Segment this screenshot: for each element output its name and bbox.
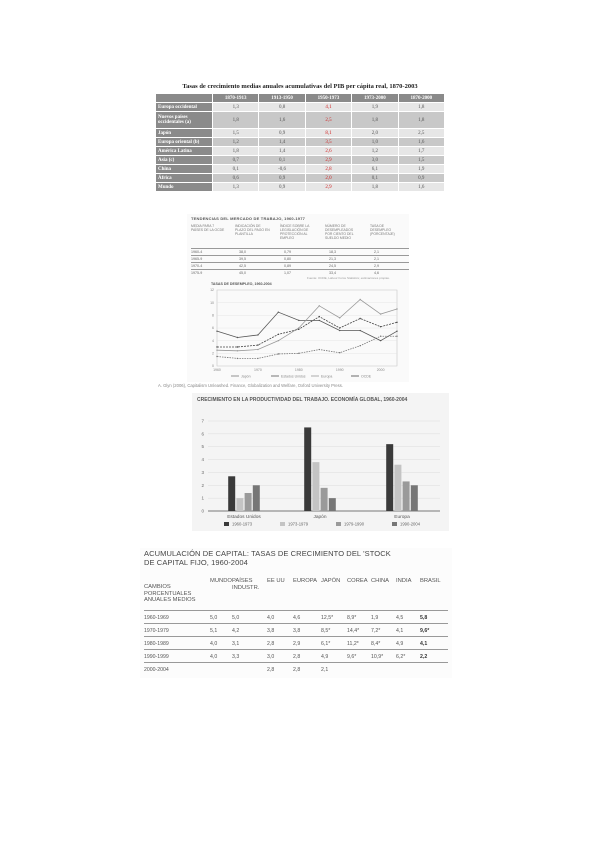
bar-japón-1990-2004 — [329, 498, 336, 511]
data-point — [319, 316, 320, 317]
gdp-region-label: África — [156, 174, 213, 183]
x-tick-label: 2000 — [376, 368, 385, 372]
data-point — [237, 350, 238, 351]
labour-value: 39,5 — [239, 257, 246, 261]
data-point — [257, 349, 258, 350]
capital-table-row — [144, 649, 448, 663]
capital-value: 2,8 — [267, 667, 275, 673]
y-tick-label: 4 — [212, 338, 214, 343]
productivity-chart-title: CRECIMIENTO EN LA PRODUCTIVIDAD DEL TRABAJO. ECONOMÍA GLOBAL, 1960-2004 — [197, 397, 408, 403]
capital-value: 2,2 — [420, 654, 428, 660]
y-tick-label: 6 — [212, 326, 214, 331]
labour-value: 45,0 — [239, 271, 246, 275]
capital-table-row — [144, 636, 448, 650]
data-point — [359, 299, 360, 300]
capital-value: 3,3 — [232, 654, 240, 660]
gdp-value-cell: 1,9 — [398, 165, 444, 174]
series-line-japón — [217, 336, 397, 358]
data-point — [278, 311, 279, 312]
legend-label: 1979-1990 — [344, 521, 365, 527]
capital-value: 11,2* — [347, 641, 359, 647]
gdp-value-cell: 4,1 — [305, 103, 351, 112]
legend-label: Japón — [241, 374, 251, 379]
data-point — [298, 320, 299, 321]
capital-value: 6,1* — [321, 641, 331, 647]
gdp-col-header: 1913-1950 — [259, 94, 305, 103]
labour-value: 38,0 — [239, 250, 246, 254]
legend-swatch — [336, 522, 341, 526]
labour-col-header: NÚMERO DE DESEMPLEADOS POR CIENTO DEL SUELDO MEDIO — [325, 224, 354, 240]
bar-japón-1979-1990 — [321, 488, 328, 511]
gdp-value-cell: 0,1 — [213, 165, 259, 174]
capital-value: 14,4* — [347, 628, 360, 634]
gdp-table-row — [156, 156, 445, 165]
labour-col-header: ÍNDICE SOBRE LA LEGISLACIÓN DE PROTECCIÓN AL EMPLEO — [280, 224, 310, 240]
capital-period: 1970-1979 — [144, 628, 169, 634]
series-line-estados-unidos — [217, 312, 397, 341]
y-tick-label: 5 — [201, 444, 204, 450]
gdp-value-cell: 3,0 — [352, 156, 398, 165]
capital-col-header: INDIA — [396, 578, 412, 584]
unemployment-chart-title: TASAS DE DESEMPLEO, 1960-2004 — [211, 282, 272, 286]
capital-table-row — [144, 662, 448, 676]
capital-period: 1990-1999 — [144, 654, 169, 660]
y-tick-label: 4 — [201, 457, 204, 463]
capital-value: 10,9* — [371, 654, 384, 660]
data-point — [380, 340, 381, 341]
gdp-value-cell: 2,9 — [305, 183, 351, 192]
data-point — [216, 346, 217, 347]
capital-value: 9,6* — [347, 654, 357, 660]
capital-value: 12,5* — [321, 615, 334, 621]
capital-value: 4,9 — [321, 654, 329, 660]
legend-label: Europa — [321, 374, 333, 379]
labour-col-header: TASA DE DESEMPLEO (PORCENTAJE) — [370, 224, 395, 236]
gdp-value-cell: 2,5 — [398, 129, 444, 138]
legend-swatch — [280, 522, 285, 526]
data-point — [216, 330, 217, 331]
capital-period: 1960-1969 — [144, 615, 169, 621]
bar-europa-1960-1973 — [386, 444, 393, 511]
capital-col-header: PAÍSES INDUSTR. — [232, 578, 260, 591]
gdp-value-cell: 0,1 — [259, 156, 305, 165]
labour-value: 0,79 — [284, 250, 291, 254]
gdp-value-cell: 2,5 — [305, 112, 351, 129]
gdp-col-header — [156, 94, 213, 103]
labour-table-title: TENDENCIAS DEL MERCADO DE TRABAJO, 1960-1977 — [191, 216, 306, 221]
data-point — [396, 308, 397, 309]
gdp-region-label: Europa occidental — [156, 103, 213, 112]
gdp-value-cell: 1,2 — [352, 147, 398, 156]
data-point — [237, 346, 238, 347]
gdp-region-label: Mundo — [156, 183, 213, 192]
data-point — [257, 344, 258, 345]
gdp-value-cell: 1,6 — [398, 138, 444, 147]
data-point — [216, 349, 217, 350]
legend-swatch — [224, 522, 229, 526]
gdp-table-row — [156, 129, 445, 138]
y-tick-label: 10 — [210, 300, 214, 305]
capital-value: 4,0 — [267, 615, 275, 621]
labour-value: 33,4 — [329, 271, 336, 275]
gdp-value-cell: 1,6 — [398, 183, 444, 192]
data-point — [237, 358, 238, 359]
series-line-ocde — [217, 317, 397, 347]
legend-label: 1973-1979 — [288, 521, 309, 527]
category-label: Estados Unidos — [227, 515, 261, 520]
data-point — [380, 336, 381, 337]
productivity-chart-block — [192, 393, 449, 531]
gdp-value-cell: 1,6 — [259, 112, 305, 129]
gdp-value-cell: 1,7 — [398, 147, 444, 156]
gdp-value-cell: 2,9 — [305, 156, 351, 165]
data-point — [237, 337, 238, 338]
capital-col-header: EE UU — [267, 578, 285, 584]
labour-value: 24,5 — [329, 264, 336, 268]
capital-title-line2: DE CAPITAL FIJO, 1960-2004 — [144, 557, 248, 567]
data-point — [278, 340, 279, 341]
data-point — [319, 305, 320, 306]
capital-col-header: CHINA — [371, 578, 390, 584]
y-tick-label: 7 — [201, 418, 204, 424]
labour-value: 2,1 — [374, 257, 379, 261]
capital-value: 3,1 — [232, 641, 240, 647]
gdp-value-cell: 0,1 — [352, 174, 398, 183]
capital-value: 4,0 — [210, 641, 218, 647]
labour-market-scan — [187, 214, 409, 382]
gdp-growth-table — [155, 93, 445, 192]
gdp-col-header: 1950-1973 — [305, 94, 351, 103]
labour-col-header: MEDIA PARA 7 PAÍSES DE LA OCDE — [191, 224, 225, 232]
labour-table-note: Fuente: OCDE, Labour Force Statistics; estimaciones propias. — [307, 276, 390, 280]
labour-value: 42,5 — [239, 264, 246, 268]
gdp-region-label: Japón — [156, 129, 213, 138]
data-point — [359, 318, 360, 319]
data-point — [380, 326, 381, 327]
bar-estados-unidos-1960-1973 — [228, 476, 235, 511]
y-tick-label: 2 — [212, 351, 214, 356]
capital-table-title — [144, 550, 444, 567]
capital-value: 8,9* — [347, 615, 357, 621]
labour-period: 1970-4 — [191, 264, 203, 268]
data-point — [339, 317, 340, 318]
gdp-value-cell: 1,0 — [352, 138, 398, 147]
gdp-value-cell: 8,1 — [305, 129, 351, 138]
gdp-region-label: Asia (c) — [156, 156, 213, 165]
capital-col-header: COREA — [347, 578, 368, 584]
capital-value: 2,9 — [293, 641, 301, 647]
capital-value: 2,8 — [267, 641, 275, 647]
figure-caption: A. Glyn (2006), Capitalism Unleashed. Finance, Globalization and Welfare, Oxford University Press. — [158, 383, 343, 388]
y-tick-label: 1 — [201, 495, 204, 501]
capital-col-header: MUNDO — [210, 578, 232, 584]
gdp-value-cell: 1,2 — [213, 138, 259, 147]
capital-col-header: EUROPA — [293, 578, 318, 584]
labour-value: 2,1 — [374, 250, 379, 254]
gdp-value-cell: 0,9 — [259, 183, 305, 192]
y-tick-label: 12 — [210, 288, 214, 293]
gdp-value-cell: -0,6 — [259, 165, 305, 174]
bar-japón-1960-1973 — [304, 427, 311, 511]
x-tick-label: 1960 — [213, 368, 221, 372]
bar-estados-unidos-1979-1990 — [245, 493, 252, 511]
data-point — [278, 353, 279, 354]
productivity-bar-chart — [192, 393, 449, 531]
labour-col-header: INDICACIÓN DE PLAZO DEL PAGO EN PLANTILLA — [235, 224, 270, 236]
gdp-table-row — [156, 112, 445, 129]
data-point — [298, 353, 299, 354]
x-tick-label: 1970 — [254, 368, 262, 372]
capital-value: 4,1 — [396, 628, 404, 634]
labour-value: 4,6 — [374, 271, 379, 275]
capital-value: 7,2* — [371, 628, 381, 634]
gdp-value-cell: 1,5 — [213, 129, 259, 138]
gdp-value-cell: 2,8 — [305, 165, 351, 174]
gdp-growth-table-block — [155, 83, 445, 192]
bar-estados-unidos-1990-2004 — [253, 485, 260, 511]
capital-value: 1,9 — [371, 615, 379, 621]
gdp-value-cell: 0,7 — [213, 156, 259, 165]
y-tick-label: 3 — [201, 469, 204, 475]
gdp-region-label: Europa oriental (b) — [156, 138, 213, 147]
gdp-value-cell: 1,8 — [398, 103, 444, 112]
capital-value: 4,9 — [396, 641, 404, 647]
unemployment-line-chart — [187, 214, 409, 382]
gdp-value-cell: 0,6 — [213, 174, 259, 183]
labour-value: 0,80 — [284, 257, 291, 261]
data-point — [396, 322, 397, 323]
data-point — [257, 358, 258, 359]
gdp-table-row — [156, 165, 445, 174]
gdp-value-cell: 2,0 — [305, 174, 351, 183]
gdp-value-cell: 1,4 — [259, 138, 305, 147]
capital-value: 5,8 — [420, 615, 428, 621]
gdp-value-cell: 1,8 — [213, 112, 259, 129]
capital-accumulation-block — [140, 548, 452, 678]
capital-value: 8,4* — [371, 641, 381, 647]
gdp-value-cell: 1,3 — [213, 183, 259, 192]
gdp-table-row — [156, 138, 445, 147]
capital-col-header: BRASIL — [420, 578, 441, 584]
labour-value: 21,3 — [329, 257, 336, 261]
gdp-value-cell: 1,9 — [352, 103, 398, 112]
capital-title-line1: ACUMULACIÓN DE CAPITAL: TASAS DE CRECIMIENTO DEL 'STOCK — [144, 549, 391, 558]
bar-europa-1990-2004 — [411, 485, 418, 511]
data-point — [396, 330, 397, 331]
capital-value: 2,8 — [293, 654, 301, 660]
x-tick-label: 1980 — [294, 368, 303, 372]
data-point — [278, 334, 279, 335]
legend-label: OCDE — [361, 374, 372, 379]
gdp-value-cell: 1,3 — [213, 103, 259, 112]
data-point — [396, 336, 397, 337]
data-point — [319, 320, 320, 321]
capital-value: 4,2 — [232, 628, 240, 634]
legend-label: Estados Unidos — [281, 374, 306, 379]
gdp-table-title: Tasas de crecimiento medias anuales acumulativas del PIB per cápita real, 1870-2003 — [182, 83, 418, 90]
gdp-table-row — [156, 147, 445, 156]
gdp-col-header: 1870-2000 — [398, 94, 444, 103]
y-tick-label: 0 — [201, 508, 204, 514]
y-tick-label: 8 — [212, 313, 214, 318]
data-point — [359, 345, 360, 346]
category-label: Japón — [313, 515, 327, 520]
y-tick-label: 2 — [201, 482, 204, 488]
gdp-table-row — [156, 174, 445, 183]
category-label: Europa — [394, 515, 410, 520]
gdp-region-label: América Latina — [156, 147, 213, 156]
capital-value: 2,8 — [293, 667, 301, 673]
data-point — [339, 327, 340, 328]
capital-value: 8,5* — [321, 628, 331, 634]
labour-value: 1,07 — [284, 271, 291, 275]
labour-value: 2,9 — [374, 264, 379, 268]
data-point — [216, 356, 217, 357]
data-point — [319, 349, 320, 350]
legend-label: 1960-1973 — [232, 521, 253, 527]
capital-period: 1980-1989 — [144, 641, 169, 647]
series-line-europa — [217, 300, 397, 351]
gdp-value-cell: 0,9 — [259, 129, 305, 138]
capital-value: 5,0 — [232, 615, 240, 621]
labour-period: 1960-4 — [191, 250, 203, 254]
gdp-value-cell: 1,4 — [259, 147, 305, 156]
gdp-region-label: China — [156, 165, 213, 174]
gdp-value-cell: 0,8 — [259, 103, 305, 112]
gdp-value-cell: 1,8 — [352, 183, 398, 192]
capital-col-header: JAPÓN — [321, 578, 341, 584]
bar-estados-unidos-1973-1979 — [236, 498, 243, 511]
legend-swatch — [392, 522, 397, 526]
capital-period: 2000-2004 — [144, 667, 169, 673]
capital-value: 3,0 — [267, 654, 275, 660]
bar-europa-1979-1990 — [403, 481, 410, 511]
data-point — [339, 330, 340, 331]
gdp-table-row — [156, 183, 445, 192]
legend-label: 1990-2004 — [400, 521, 421, 527]
gdp-region-label: Nuevos países occidentales (a) — [156, 112, 213, 129]
capital-value: 5,0 — [210, 615, 218, 621]
data-point — [339, 352, 340, 353]
bar-japón-1973-1979 — [312, 462, 319, 511]
capital-table-row — [144, 610, 448, 624]
capital-value: 4,6 — [293, 615, 301, 621]
capital-value: 3,8 — [293, 628, 301, 634]
bar-europa-1973-1979 — [394, 465, 401, 511]
capital-value: 9,6* — [420, 628, 430, 634]
gdp-value-cell: 0,9 — [259, 174, 305, 183]
capital-value: 2,1 — [321, 667, 329, 673]
y-tick-label: 6 — [201, 431, 204, 437]
capital-row-header: CAMBIOS PORCENTUALES ANUALES MEDIOS — [144, 584, 196, 603]
gdp-value-cell: 1,8 — [398, 112, 444, 129]
labour-value: 18,3 — [329, 250, 336, 254]
labour-period: 1965-9 — [191, 257, 203, 261]
data-point — [257, 334, 258, 335]
capital-value: 4,1 — [420, 641, 428, 647]
gdp-value-cell: 3,5 — [305, 138, 351, 147]
x-tick-label: 1990 — [335, 368, 344, 372]
y-tick-label: 0 — [212, 364, 214, 369]
gdp-table-header — [156, 94, 445, 103]
gdp-value-cell: 2,0 — [352, 129, 398, 138]
gdp-value-cell: 1,5 — [398, 156, 444, 165]
data-point — [298, 329, 299, 330]
capital-value: 3,8 — [267, 628, 275, 634]
gdp-value-cell: 1,8 — [352, 112, 398, 129]
labour-value: 0,89 — [284, 264, 291, 268]
gdp-col-header: 1870-1913 — [213, 94, 259, 103]
gdp-value-cell: 1,8 — [213, 147, 259, 156]
capital-table-row — [144, 623, 448, 637]
gdp-col-header: 1973-2000 — [352, 94, 398, 103]
capital-value: 5,1 — [210, 628, 218, 634]
gdp-table-row — [156, 103, 445, 112]
capital-value: 4,0 — [210, 654, 218, 660]
data-point — [359, 330, 360, 331]
capital-value: 4,5 — [396, 615, 404, 621]
gdp-value-cell: 0,9 — [398, 174, 444, 183]
data-point — [298, 327, 299, 328]
gdp-value-cell: 2,6 — [305, 147, 351, 156]
data-point — [380, 313, 381, 314]
gdp-value-cell: 6,1 — [352, 165, 398, 174]
labour-period: 1975-9 — [191, 271, 203, 275]
capital-value: 6,2* — [396, 654, 406, 660]
